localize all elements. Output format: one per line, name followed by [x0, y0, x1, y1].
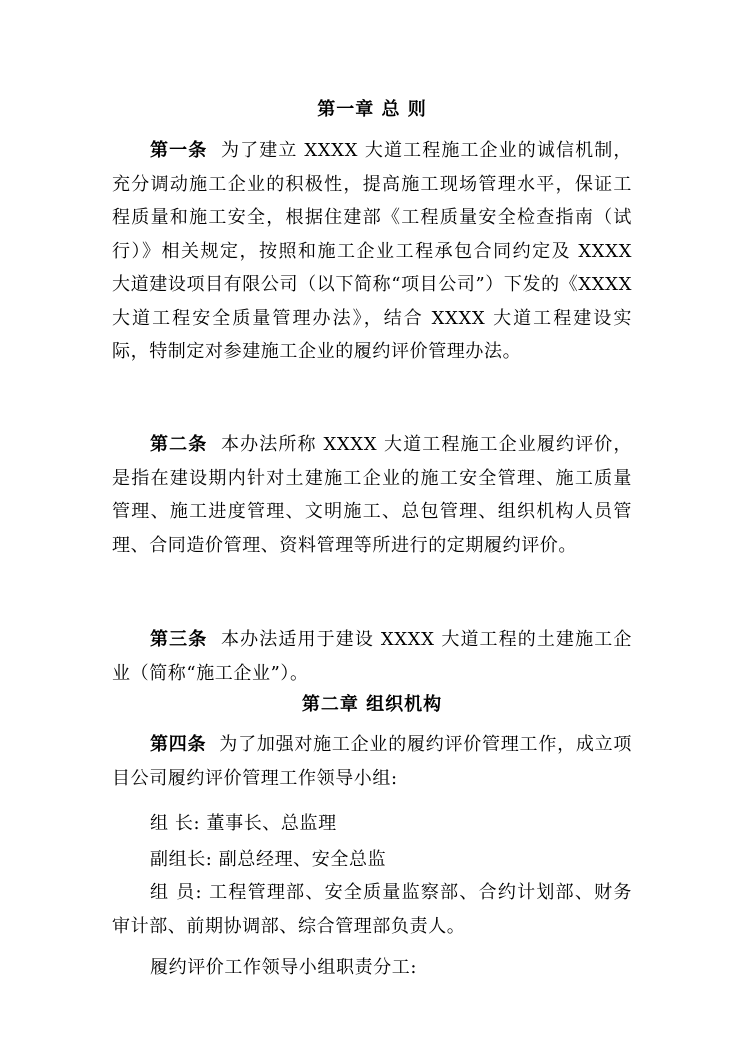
chapter-2-title: 第二章 组织机构 [301, 694, 443, 715]
article-1-label: 第一条 [150, 140, 208, 161]
chapter-1-title: 第一章 总 则 [317, 99, 427, 120]
article-3-label: 第三条 [150, 629, 208, 650]
group-deputy-line: 副组长: 副总经理、安全总监 [150, 849, 387, 870]
article-2-text: 本办法所称 XXXX 大道工程施工企业履约评价，是指在建设期内针对土建施工企业的施工安全管理、施工质量管理、施工进度管理、文明施工、总包管理、组织机构人员管理、合同造价管理、资料管理等所进行的定期履约评价。 [112, 434, 632, 556]
article-3-text: 本办法适用于建设 XXXX 大道工程的土建施工企业（简称“施工企业”）。 [112, 629, 632, 684]
group-members-text: 组 员: 工程管理部、安全质量监察部、合约计划部、财务审计部、前期协调部、综合管理部负责人。 [112, 882, 632, 937]
group-members-paragraph [112, 876, 632, 943]
article-2 [112, 428, 632, 562]
article-4-label: 第四条 [150, 734, 207, 755]
group-leader-line: 组 长: 董事长、总监理 [150, 813, 337, 834]
article-4-text: 为了加强对施工企业的履约评价管理工作，成立项目公司履约评价管理工作领导小组: [112, 734, 632, 789]
group-duties-line: 履约评价工作领导小组职责分工: [150, 957, 418, 978]
article-1 [112, 134, 632, 369]
article-4 [112, 728, 632, 795]
article-1-text: 为了建立 XXXX 大道工程施工企业的诚信机制，充分调动施工企业的积极性，提高施工现场管理水平，保证工程质量和施工安全，根据住建部《工程质量安全检查指南（试行）》相关规定，按照和施工企业工程承包合同约定及 XXXX 大道建设项目有限公司（以下简称“项目公司”）下发的《XXXX 大道工程安全质量管理办法》，结合 XXXX 大道工程建设实际，特制定对参建施工企业的履约评价管理办法。 [112, 140, 632, 362]
article-3 [112, 623, 632, 690]
article-2-label: 第二条 [150, 434, 208, 455]
